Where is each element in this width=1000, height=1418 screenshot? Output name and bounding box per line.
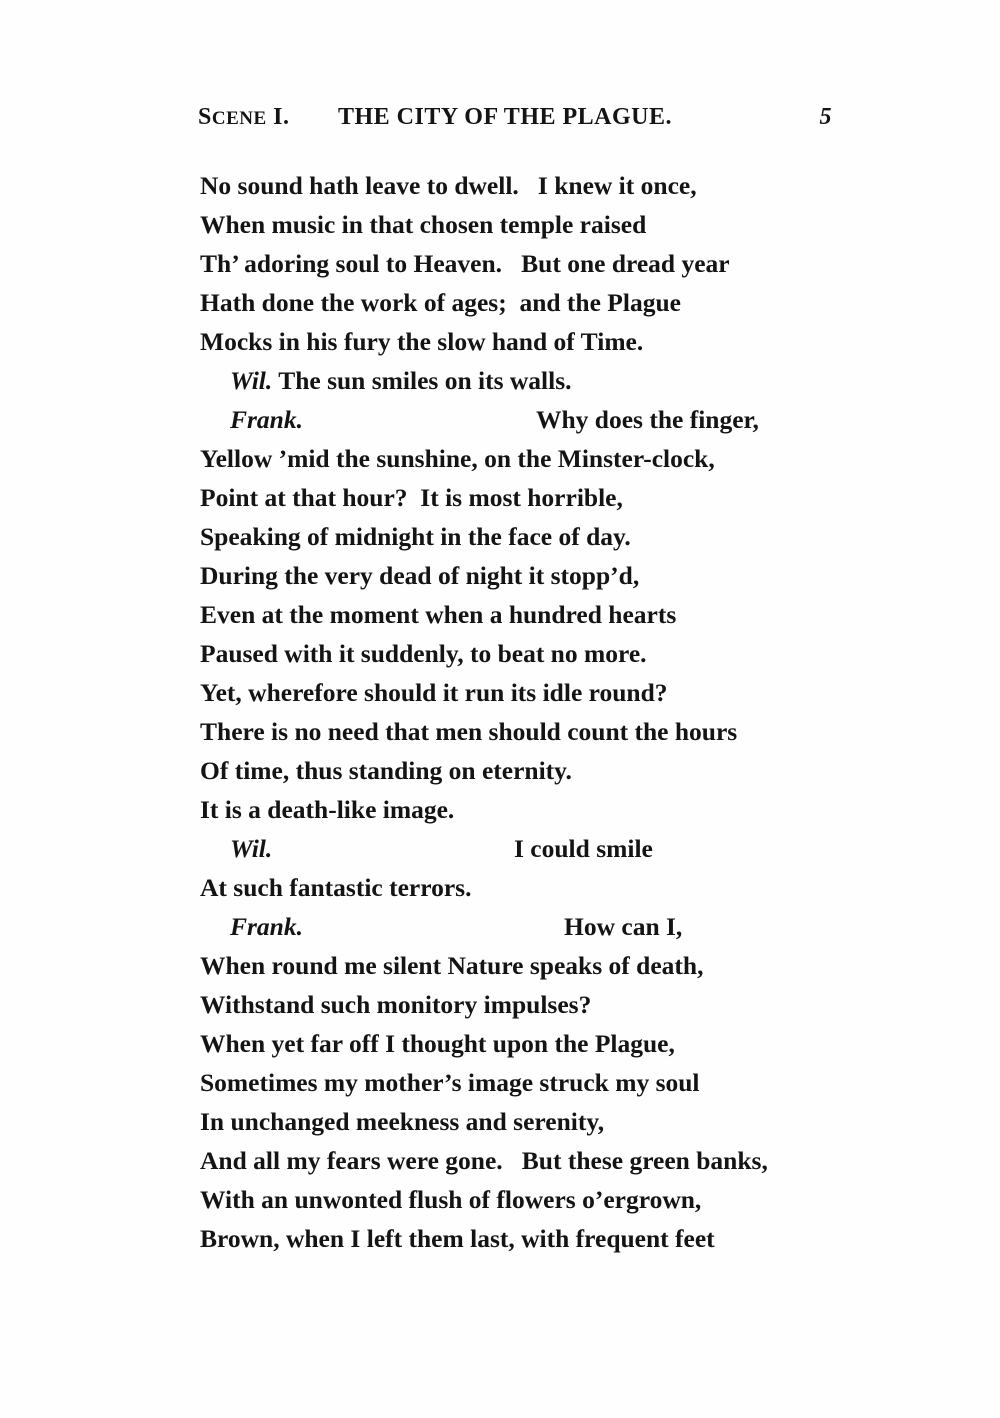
- speech-text: I could smile: [514, 834, 653, 863]
- verse-line: Brown, when I left them last, with frequent feet: [200, 1224, 715, 1253]
- scene-label: [198, 104, 290, 131]
- verse-line: Sometimes my mother’s image struck my soul: [200, 1068, 700, 1097]
- running-title: THE CITY OF THE PLAGUE.: [338, 104, 672, 130]
- scene-label-initial: S: [198, 104, 212, 130]
- verse-line: Hath done the work of ages; and the Plague: [200, 288, 681, 317]
- scene-number: I.: [266, 104, 290, 130]
- verse-line: At such fantastic terrors.: [200, 873, 472, 902]
- verse-line-with-speaker: [200, 400, 840, 439]
- verse-line-with-speaker: [200, 907, 840, 946]
- verse-line: Of time, thus standing on eternity.: [200, 756, 572, 785]
- verse-line: Even at the moment when a hundred hearts: [200, 600, 677, 629]
- speech-text: The sun smiles on its walls.: [272, 366, 572, 395]
- verse-line: Speaking of midnight in the face of day.: [200, 522, 631, 551]
- speech-text: How can I,: [564, 912, 683, 941]
- speech-text: Why does the finger,: [536, 405, 759, 434]
- verse-line: Yet, wherefore should it run its idle round?: [200, 678, 668, 707]
- verse-line: No sound hath leave to dwell. I knew it once,: [200, 171, 697, 200]
- page-number: 5: [819, 104, 832, 130]
- verse-line: Yellow ’mid the sunshine, on the Minster-clock,: [200, 444, 715, 473]
- verse-line: There is no need that men should count the hours: [200, 717, 738, 746]
- running-header: [198, 104, 832, 138]
- verse-line: With an unwonted flush of flowers o’ergrown,: [200, 1185, 702, 1214]
- speaker-name: Wil.: [230, 834, 273, 863]
- verse-line-with-speaker: [200, 361, 840, 400]
- verse-line-with-speaker: [200, 829, 840, 868]
- verse-body: [200, 166, 840, 1258]
- verse-line: And all my fears were gone. But these green banks,: [200, 1146, 768, 1175]
- verse-line: Mocks in his fury the slow hand of Time.: [200, 327, 644, 356]
- verse-line: Point at that hour? It is most horrible,: [200, 483, 623, 512]
- verse-line: When music in that chosen temple raised: [200, 210, 647, 239]
- verse-line: Paused with it suddenly, to beat no more.: [200, 639, 647, 668]
- scene-label-smallcaps: CENE: [211, 108, 267, 129]
- verse-line: In unchanged meekness and serenity,: [200, 1107, 605, 1136]
- speaker-name: Wil.: [230, 366, 273, 395]
- verse-line: Withstand such monitory impulses?: [200, 990, 592, 1019]
- speaker-name: Frank.: [230, 405, 303, 434]
- verse-line: When yet far off I thought upon the Plague,: [200, 1029, 675, 1058]
- speaker-name: Frank.: [230, 912, 303, 941]
- verse-line: When round me silent Nature speaks of death,: [200, 951, 704, 980]
- verse-line: Th’ adoring soul to Heaven. But one dread year: [200, 249, 730, 278]
- verse-line: During the very dead of night it stopp’d,: [200, 561, 640, 590]
- verse-line: It is a death-like image.: [200, 795, 455, 824]
